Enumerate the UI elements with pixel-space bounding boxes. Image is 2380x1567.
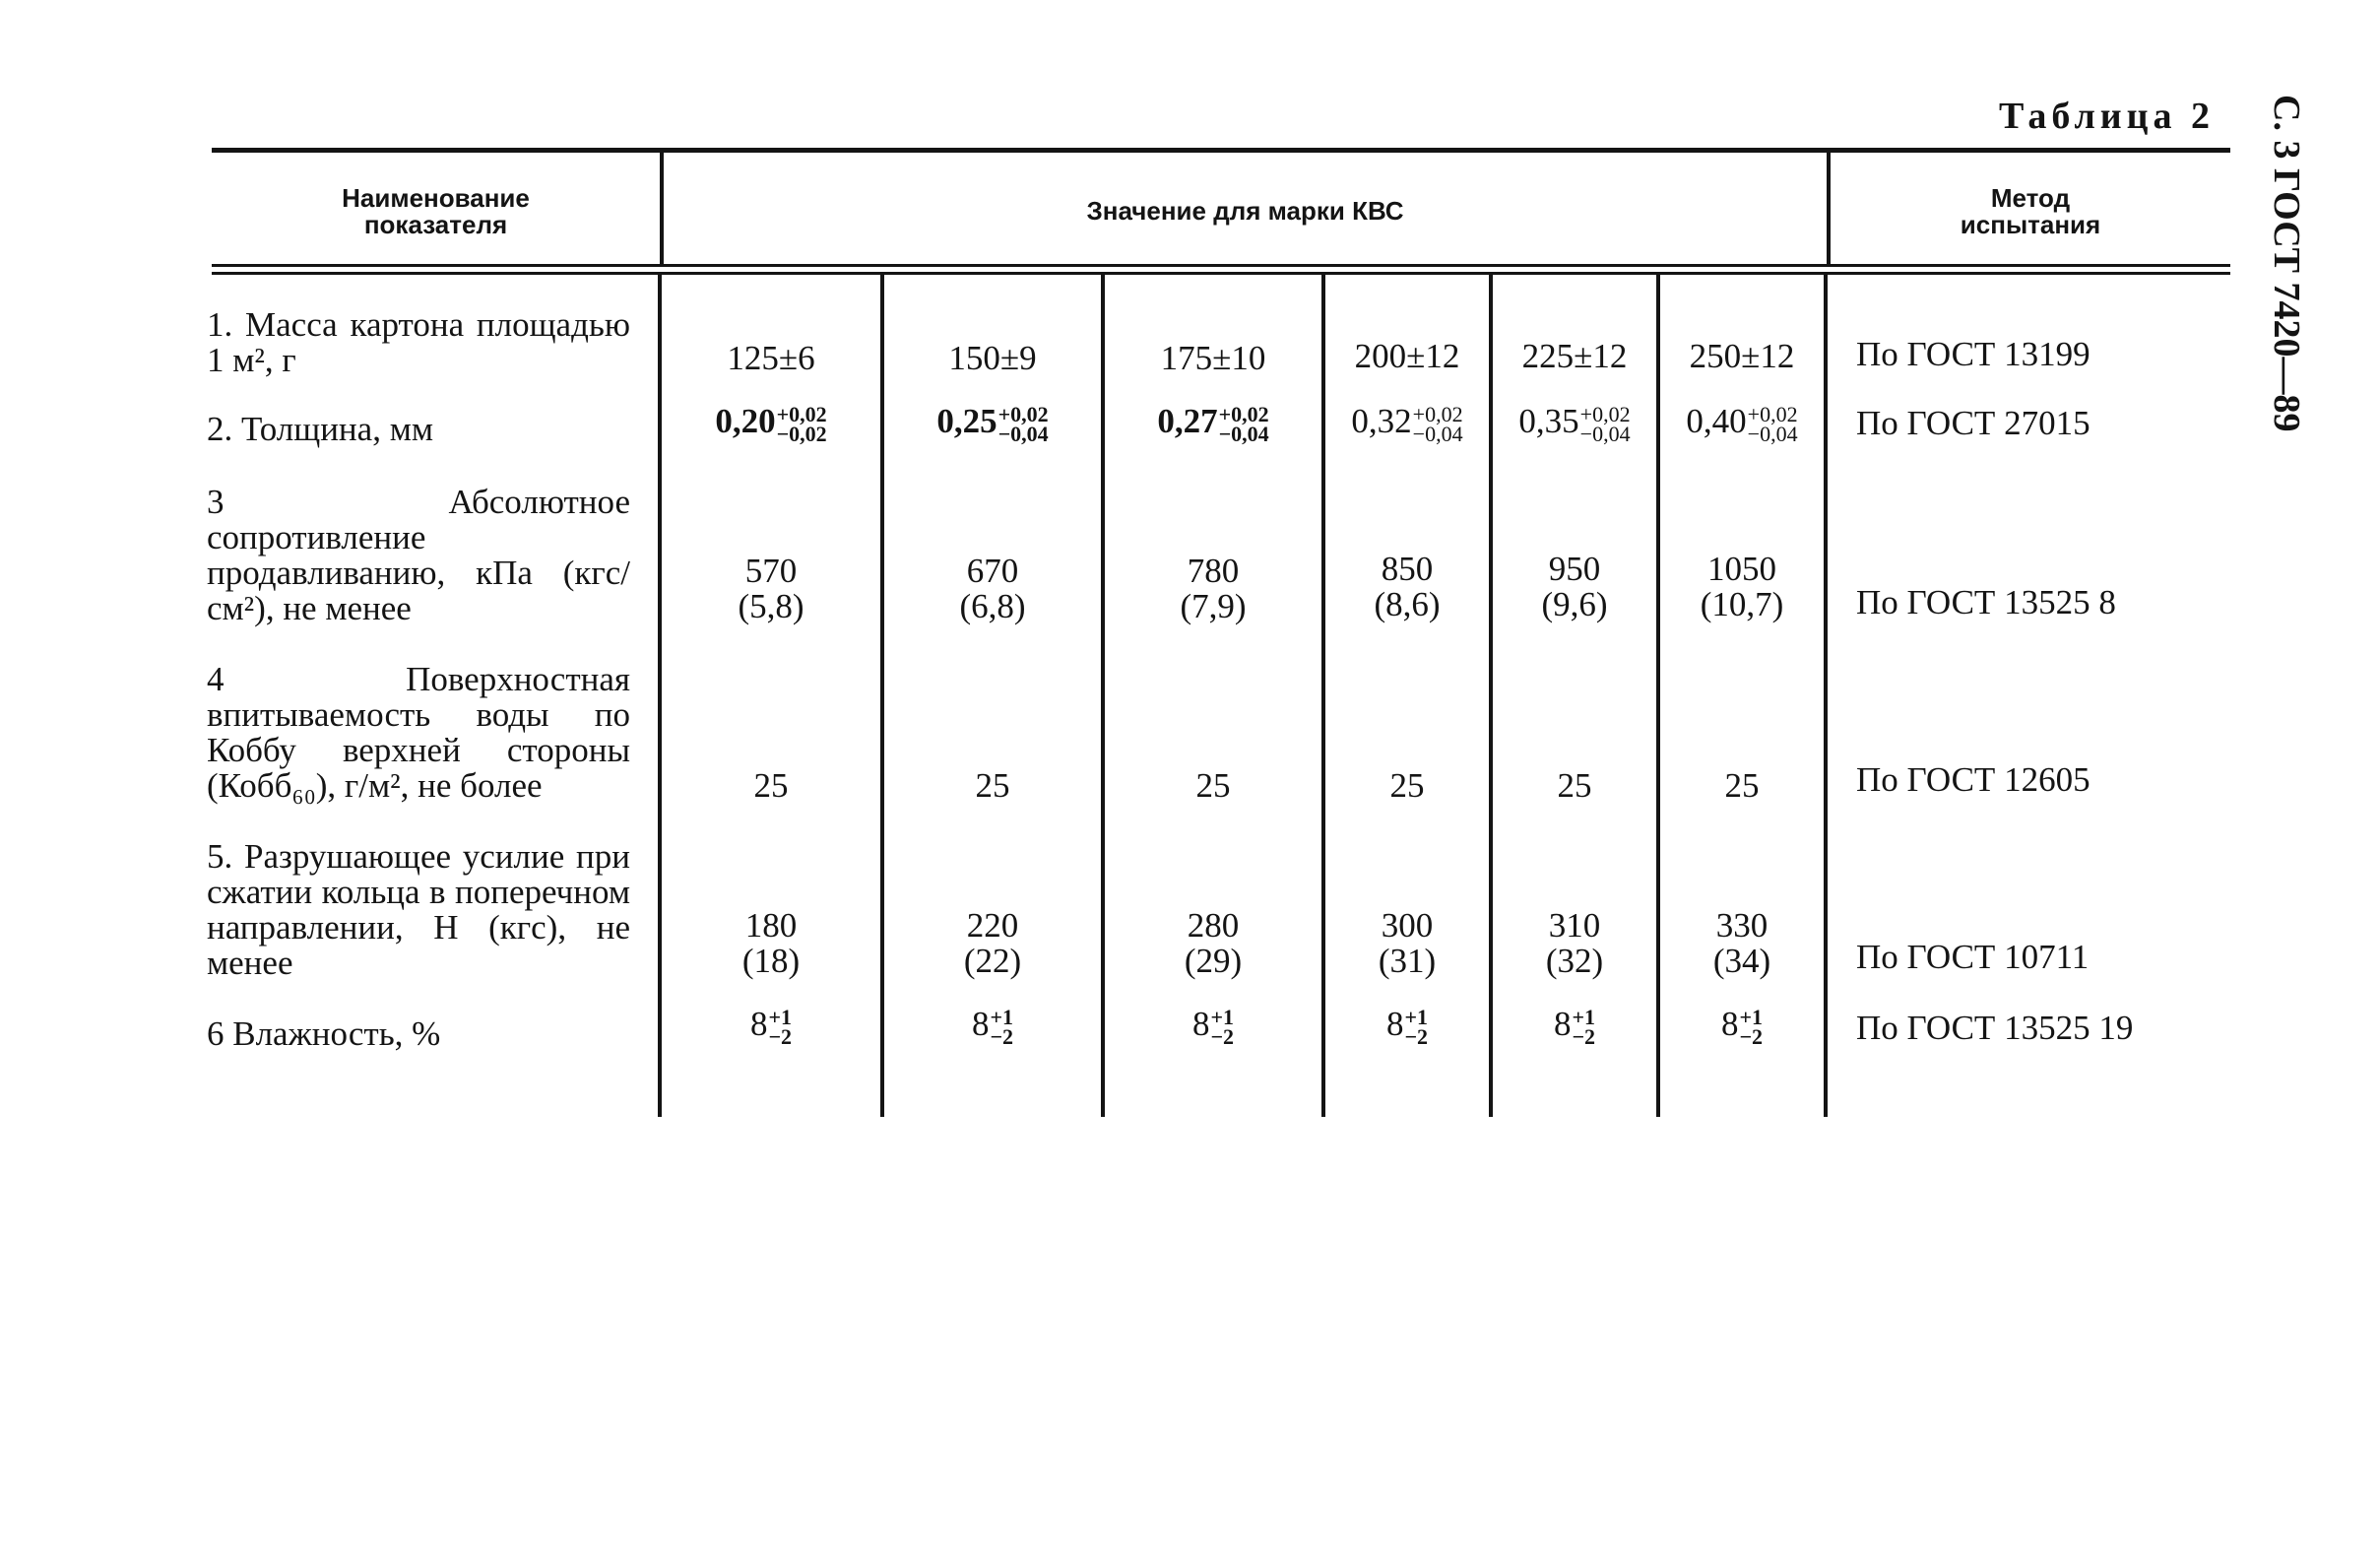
header-method	[1831, 158, 2230, 266]
value-cell: 150±9	[948, 339, 1037, 377]
top-rule	[212, 148, 2230, 153]
tolerance-lower: −0,02	[776, 421, 827, 446]
value-sub: (8,6)	[1374, 585, 1441, 623]
value-cell: 25	[1195, 766, 1231, 805]
tolerance	[1579, 401, 1631, 446]
row-name: 5. Разрушающее усилие при сжатии кольца в поперечном направлении, Н (кгс), не менее	[207, 837, 630, 982]
value-base: 0,32	[1351, 402, 1412, 440]
header-method-line: испытания	[1960, 210, 2101, 239]
value-cell	[662, 401, 880, 446]
value-main: 280	[1187, 906, 1240, 945]
method-cell: По ГОСТ 13525 19	[1856, 1009, 2134, 1047]
value-main: 330	[1715, 906, 1769, 945]
tolerance	[1218, 401, 1269, 446]
value-sub: (34)	[1712, 942, 1771, 980]
value-base: 0,35	[1518, 402, 1579, 440]
value-base: 8	[1191, 1005, 1210, 1043]
value-cell	[1660, 552, 1824, 622]
column-divider	[1321, 275, 1325, 1117]
value-cell	[1325, 1004, 1489, 1049]
value-base: 0,20	[715, 402, 776, 440]
tolerance	[997, 401, 1049, 446]
value-cell	[1105, 908, 1321, 979]
tolerance-upper: +0,02	[997, 401, 1049, 426]
value-sub: (22)	[963, 942, 1022, 980]
value-sub: (29)	[1184, 942, 1243, 980]
column-divider	[1656, 275, 1660, 1117]
value-cell: 25	[753, 766, 789, 805]
value-cell: 25	[975, 766, 1010, 805]
tolerance-upper: +1	[1739, 1004, 1764, 1029]
value-base: 0,27	[1157, 402, 1218, 440]
tolerance-lower: −2	[1404, 1023, 1429, 1049]
header-name	[212, 158, 660, 266]
value-sub: (6,8)	[959, 587, 1026, 625]
value-sub: (32)	[1545, 942, 1604, 980]
value-main: 570	[744, 552, 798, 590]
header-name-line: показателя	[363, 210, 508, 239]
value-base: 8	[1385, 1005, 1404, 1043]
table-caption: Таблица 2	[1999, 96, 2216, 137]
value-main: 950	[1548, 550, 1601, 588]
tolerance-upper: +1	[1210, 1004, 1235, 1029]
value-cell	[1325, 552, 1489, 622]
value-cell	[884, 401, 1101, 446]
header-value-label: Значение для марки КВС	[1086, 196, 1404, 227]
tolerance-lower: −0,04	[997, 421, 1049, 446]
tolerance	[776, 401, 827, 446]
tolerance-upper: +1	[1404, 1004, 1429, 1029]
value-base: 8	[971, 1005, 990, 1043]
tolerance	[1412, 401, 1463, 446]
column-divider	[1489, 275, 1493, 1117]
value-base: 8	[1720, 1005, 1739, 1043]
tolerance-upper: +0,02	[1218, 401, 1269, 426]
value-cell: 125±6	[727, 339, 815, 377]
tolerance-lower: −2	[768, 1023, 793, 1049]
tolerance	[768, 1004, 793, 1049]
value-base: 0,40	[1686, 402, 1747, 440]
value-main: 1050	[1707, 550, 1776, 588]
value-cell: 225±12	[1521, 337, 1628, 375]
tolerance-upper: +0,02	[1747, 401, 1798, 426]
value-cell	[884, 554, 1101, 624]
tolerance-upper: +1	[1572, 1004, 1596, 1029]
value-cell: 25	[1389, 766, 1425, 805]
tolerance	[1572, 1004, 1596, 1049]
column-divider	[880, 275, 884, 1117]
tolerance-lower: −2	[990, 1023, 1014, 1049]
value-cell	[1660, 401, 1824, 446]
tolerance-upper: +0,02	[1412, 401, 1463, 426]
method-cell: По ГОСТ 27015	[1856, 404, 2091, 442]
tolerance	[990, 1004, 1014, 1049]
value-cell	[884, 1004, 1101, 1049]
value-cell	[1325, 908, 1489, 979]
method-cell: По ГОСТ 13525 8	[1856, 583, 2116, 621]
tolerance-lower: −2	[1210, 1023, 1235, 1049]
tolerance	[1739, 1004, 1764, 1049]
value-main: 300	[1381, 906, 1434, 945]
value-cell	[884, 908, 1101, 979]
value-cell	[1493, 552, 1656, 622]
value-cell: 175±10	[1160, 339, 1266, 377]
value-cell	[1660, 1004, 1824, 1049]
header-value	[664, 158, 1827, 266]
tolerance-upper: +0,02	[776, 401, 827, 426]
value-main: 850	[1381, 550, 1434, 588]
tolerance	[1404, 1004, 1429, 1049]
column-divider	[1101, 275, 1105, 1117]
value-main: 780	[1187, 552, 1240, 590]
value-sub: (7,9)	[1180, 587, 1247, 625]
row-name: 4 Поверхностная впитываемость воды по Коббу верхней стороны (Кобб₆₀), г/м², не более	[207, 660, 630, 805]
method-cell: По ГОСТ 13199	[1856, 335, 2091, 373]
column-divider	[658, 275, 662, 1117]
tolerance-upper: +1	[990, 1004, 1014, 1029]
value-sub: (31)	[1378, 942, 1437, 980]
value-base: 8	[1553, 1005, 1572, 1043]
column-divider	[1824, 275, 1828, 1117]
value-cell	[662, 908, 880, 979]
value-base: 0,25	[936, 402, 997, 440]
value-sub: (10,7)	[1700, 585, 1784, 623]
value-cell	[662, 1004, 880, 1049]
row-name: 3 Абсолютное сопротивление продавливанию, кПа (кгс/см²), не менее	[207, 483, 630, 627]
method-cell: По ГОСТ 10711	[1856, 938, 2090, 976]
value-main: 670	[966, 552, 1019, 590]
value-cell	[1105, 401, 1321, 446]
tolerance-lower: −2	[1572, 1023, 1596, 1049]
value-main: 220	[966, 906, 1019, 945]
header-rule-2	[212, 272, 2230, 275]
value-cell: 25	[1724, 766, 1760, 805]
tolerance	[1747, 401, 1798, 446]
value-cell	[1493, 908, 1656, 979]
value-cell	[662, 554, 880, 624]
value-sub: (5,8)	[738, 587, 804, 625]
tolerance-lower: −0,04	[1579, 421, 1631, 446]
tolerance	[1210, 1004, 1235, 1049]
value-cell	[1105, 554, 1321, 624]
header-name-line: Наименование	[342, 182, 530, 213]
value-main: 310	[1548, 906, 1601, 945]
row-name: 6 Влажность, %	[207, 1014, 441, 1053]
method-cell: По ГОСТ 12605	[1856, 760, 2091, 799]
value-base: 8	[749, 1005, 768, 1043]
value-cell: 250±12	[1689, 337, 1795, 375]
tolerance-lower: −0,04	[1747, 421, 1798, 446]
value-cell	[1660, 908, 1824, 979]
header-method-line: Метод	[1990, 182, 2071, 213]
value-cell	[1493, 1004, 1656, 1049]
tolerance-lower: −0,04	[1412, 421, 1463, 446]
row-name: 2. Толщина, мм	[207, 410, 433, 448]
tolerance-upper: +1	[768, 1004, 793, 1029]
value-cell	[1105, 1004, 1321, 1049]
value-sub: (9,6)	[1541, 585, 1608, 623]
page-header: С. 3 ГОСТ 7420—89	[2266, 95, 2307, 432]
value-cell	[1325, 401, 1489, 446]
tolerance-upper: +0,02	[1579, 401, 1631, 426]
value-cell: 200±12	[1354, 337, 1460, 375]
tolerance-lower: −2	[1739, 1023, 1764, 1049]
value-cell	[1493, 401, 1656, 446]
row-name: 1. Масса картона площадью 1 м², г	[207, 305, 630, 379]
value-sub: (18)	[741, 942, 801, 980]
tolerance-lower: −0,04	[1218, 421, 1269, 446]
value-cell: 25	[1557, 766, 1592, 805]
value-main: 180	[744, 906, 798, 945]
